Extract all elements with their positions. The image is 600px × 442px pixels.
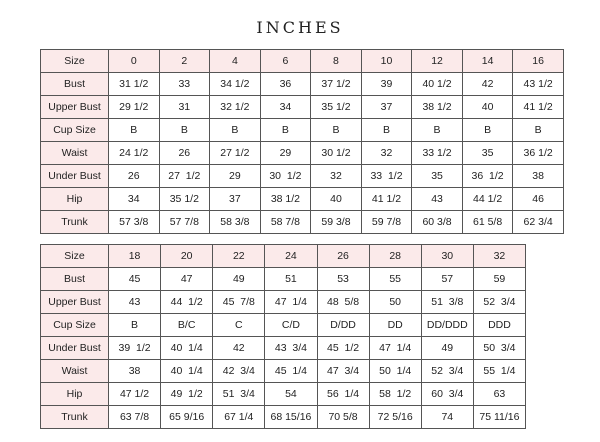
measurement-value: 40 1/2	[412, 73, 463, 96]
measurement-value: 56 1/4	[317, 383, 369, 406]
size-header-cell: 2	[159, 50, 210, 73]
measurement-value: 51 3/8	[421, 291, 473, 314]
measurement-value: 32 1/2	[210, 96, 261, 119]
measurement-value: B	[361, 119, 412, 142]
measurement-value: 43 3/4	[265, 337, 317, 360]
measurement-value: B	[210, 119, 261, 142]
measurement-value: B	[513, 119, 564, 142]
measurement-row	[41, 383, 526, 406]
measurement-value: 34 1/2	[210, 73, 261, 96]
measurement-value: 49	[421, 337, 473, 360]
measurement-value: 59 7/8	[361, 211, 412, 234]
measurement-value: 45 1/4	[265, 360, 317, 383]
measurement-value: 61 5/8	[462, 211, 513, 234]
measurement-row	[41, 119, 564, 142]
measurement-value: 33 1/2	[412, 142, 463, 165]
measurement-value: 58 3/8	[210, 211, 261, 234]
measurement-value: 55	[369, 268, 421, 291]
measurement-label: Bust	[41, 268, 109, 291]
measurement-value: 58 7/8	[260, 211, 311, 234]
page-title: INCHES	[256, 18, 344, 37]
size-header-cell: 8	[311, 50, 362, 73]
measurement-label: Cup Size	[41, 119, 109, 142]
measurement-value: 50 1/4	[369, 360, 421, 383]
size-chart-table-18-32	[40, 244, 526, 429]
measurement-value: 42 3/4	[213, 360, 265, 383]
measurement-value: 36 1/2	[513, 142, 564, 165]
measurement-value: D/DD	[317, 314, 369, 337]
measurement-value: 34	[260, 96, 311, 119]
measurement-value: 60 3/4	[421, 383, 473, 406]
measurement-row	[41, 73, 564, 96]
measurement-value: 45 7/8	[213, 291, 265, 314]
size-header-cell: 12	[412, 50, 463, 73]
measurement-value: 42	[213, 337, 265, 360]
measurement-value: B	[311, 119, 362, 142]
measurement-value: DDD	[473, 314, 525, 337]
measurement-value: 26	[159, 142, 210, 165]
measurement-value: 37 1/2	[311, 73, 362, 96]
measurement-label: Upper Bust	[41, 291, 109, 314]
measurement-value: 35	[412, 165, 463, 188]
measurement-value: 38 1/2	[412, 96, 463, 119]
measurement-value: 40	[462, 96, 513, 119]
measurement-value: 41 1/2	[513, 96, 564, 119]
measurement-row	[41, 268, 526, 291]
measurement-value: 47	[161, 268, 213, 291]
measurement-value: 40 1/4	[161, 337, 213, 360]
measurement-value: 47 1/2	[109, 383, 161, 406]
measurement-label: Trunk	[41, 211, 109, 234]
measurement-value: 36 1/2	[462, 165, 513, 188]
measurement-value: 52 3/4	[473, 291, 525, 314]
measurement-row	[41, 165, 564, 188]
size-header-label: Size	[41, 50, 109, 73]
measurement-value: B	[462, 119, 513, 142]
measurement-value: 72 5/16	[369, 406, 421, 429]
size-header-cell: 20	[161, 245, 213, 268]
measurement-value: 40	[311, 188, 362, 211]
measurement-value: B	[159, 119, 210, 142]
measurement-value: 75 11/16	[473, 406, 525, 429]
measurement-label: Trunk	[41, 406, 109, 429]
size-header-cell: 6	[260, 50, 311, 73]
measurement-label: Waist	[41, 360, 109, 383]
measurement-value: 43 1/2	[513, 73, 564, 96]
size-header-cell: 22	[213, 245, 265, 268]
measurement-value: 67 1/4	[213, 406, 265, 429]
size-header-cell: 4	[210, 50, 261, 73]
size-header-row	[41, 245, 526, 268]
measurement-row	[41, 96, 564, 119]
measurement-value: 52 3/4	[421, 360, 473, 383]
measurement-row	[41, 291, 526, 314]
measurement-value: 37	[210, 188, 261, 211]
measurement-value: 59	[473, 268, 525, 291]
measurement-value: 63 7/8	[109, 406, 161, 429]
measurement-value: 35 1/2	[311, 96, 362, 119]
measurement-value: 38	[109, 360, 161, 383]
measurement-value: 60 3/8	[412, 211, 463, 234]
measurement-value: 32	[361, 142, 412, 165]
measurement-value: 42	[462, 73, 513, 96]
measurement-row	[41, 188, 564, 211]
measurement-value: 50	[369, 291, 421, 314]
measurement-value: 33	[159, 73, 210, 96]
measurement-value: 32	[311, 165, 362, 188]
size-chart-table-0-16	[40, 49, 564, 234]
measurement-value: C/D	[265, 314, 317, 337]
size-header-cell: 10	[361, 50, 412, 73]
measurement-value: 59 3/8	[311, 211, 362, 234]
size-header-cell: 14	[462, 50, 513, 73]
measurement-value: 35 1/2	[159, 188, 210, 211]
measurement-label: Under Bust	[41, 165, 109, 188]
size-header-cell: 28	[369, 245, 421, 268]
measurement-value: 51 3/4	[213, 383, 265, 406]
measurement-value: 74	[421, 406, 473, 429]
size-header-cell: 24	[265, 245, 317, 268]
size-header-row	[41, 50, 564, 73]
measurement-label: Cup Size	[41, 314, 109, 337]
measurement-value: 29 1/2	[109, 96, 160, 119]
measurement-value: 46	[513, 188, 564, 211]
measurement-value: 36	[260, 73, 311, 96]
measurement-value: 35	[462, 142, 513, 165]
measurement-value: C	[213, 314, 265, 337]
measurement-value: 27 1/2	[159, 165, 210, 188]
measurement-value: 70 5/8	[317, 406, 369, 429]
measurement-value: 26	[109, 165, 160, 188]
measurement-value: 57 7/8	[159, 211, 210, 234]
measurement-value: 45 1/2	[317, 337, 369, 360]
measurement-value: DD	[369, 314, 421, 337]
measurement-value: 39 1/2	[109, 337, 161, 360]
measurement-label: Hip	[41, 188, 109, 211]
measurement-value: 55 1/4	[473, 360, 525, 383]
measurement-value: 50 3/4	[473, 337, 525, 360]
measurement-value: 38 1/2	[260, 188, 311, 211]
size-header-cell: 30	[421, 245, 473, 268]
measurement-label: Under Bust	[41, 337, 109, 360]
measurement-value: 43	[109, 291, 161, 314]
measurement-value: B	[109, 314, 161, 337]
measurement-value: 57 3/8	[109, 211, 160, 234]
measurement-value: 39	[361, 73, 412, 96]
measurement-row	[41, 211, 564, 234]
measurement-value: B	[109, 119, 160, 142]
measurement-value: 44 1/2	[161, 291, 213, 314]
measurement-value: B	[260, 119, 311, 142]
measurement-value: B/C	[161, 314, 213, 337]
measurement-value: B	[412, 119, 463, 142]
measurement-value: 47 3/4	[317, 360, 369, 383]
measurement-value: 31 1/2	[109, 73, 160, 96]
measurement-value: 24 1/2	[109, 142, 160, 165]
measurement-value: 29	[210, 165, 261, 188]
size-header-cell: 26	[317, 245, 369, 268]
size-header-label: Size	[41, 245, 109, 268]
measurement-value: 34	[109, 188, 160, 211]
measurement-value: 45	[109, 268, 161, 291]
measurement-label: Waist	[41, 142, 109, 165]
size-header-cell: 18	[109, 245, 161, 268]
measurement-value: 41 1/2	[361, 188, 412, 211]
measurement-value: 49	[213, 268, 265, 291]
measurement-value: 47 1/4	[369, 337, 421, 360]
measurement-row	[41, 142, 564, 165]
measurement-value: 37	[361, 96, 412, 119]
measurement-value: 31	[159, 96, 210, 119]
measurement-value: 65 9/16	[161, 406, 213, 429]
measurement-value: 53	[317, 268, 369, 291]
measurement-value: 38	[513, 165, 564, 188]
measurement-value: 62 3/4	[513, 211, 564, 234]
measurement-value: 51	[265, 268, 317, 291]
measurement-value: 47 1/4	[265, 291, 317, 314]
measurement-value: 43	[412, 188, 463, 211]
measurement-row	[41, 314, 526, 337]
measurement-value: 30 1/2	[311, 142, 362, 165]
measurement-value: 68 15/16	[265, 406, 317, 429]
measurement-row	[41, 337, 526, 360]
size-header-cell: 16	[513, 50, 564, 73]
measurement-value: DD/DDD	[421, 314, 473, 337]
measurement-value: 44 1/2	[462, 188, 513, 211]
measurement-label: Hip	[41, 383, 109, 406]
measurement-value: 49 1/2	[161, 383, 213, 406]
size-header-cell: 0	[109, 50, 160, 73]
measurement-value: 63	[473, 383, 525, 406]
measurement-row	[41, 406, 526, 429]
measurement-value: 57	[421, 268, 473, 291]
measurement-value: 27 1/2	[210, 142, 261, 165]
size-header-cell: 32	[473, 245, 525, 268]
measurement-value: 30 1/2	[260, 165, 311, 188]
measurement-value: 40 1/4	[161, 360, 213, 383]
measurement-value: 58 1/2	[369, 383, 421, 406]
measurement-row	[41, 360, 526, 383]
measurement-value: 29	[260, 142, 311, 165]
measurement-label: Upper Bust	[41, 96, 109, 119]
measurement-label: Bust	[41, 73, 109, 96]
measurement-value: 33 1/2	[361, 165, 412, 188]
measurement-value: 48 5/8	[317, 291, 369, 314]
measurement-value: 54	[265, 383, 317, 406]
